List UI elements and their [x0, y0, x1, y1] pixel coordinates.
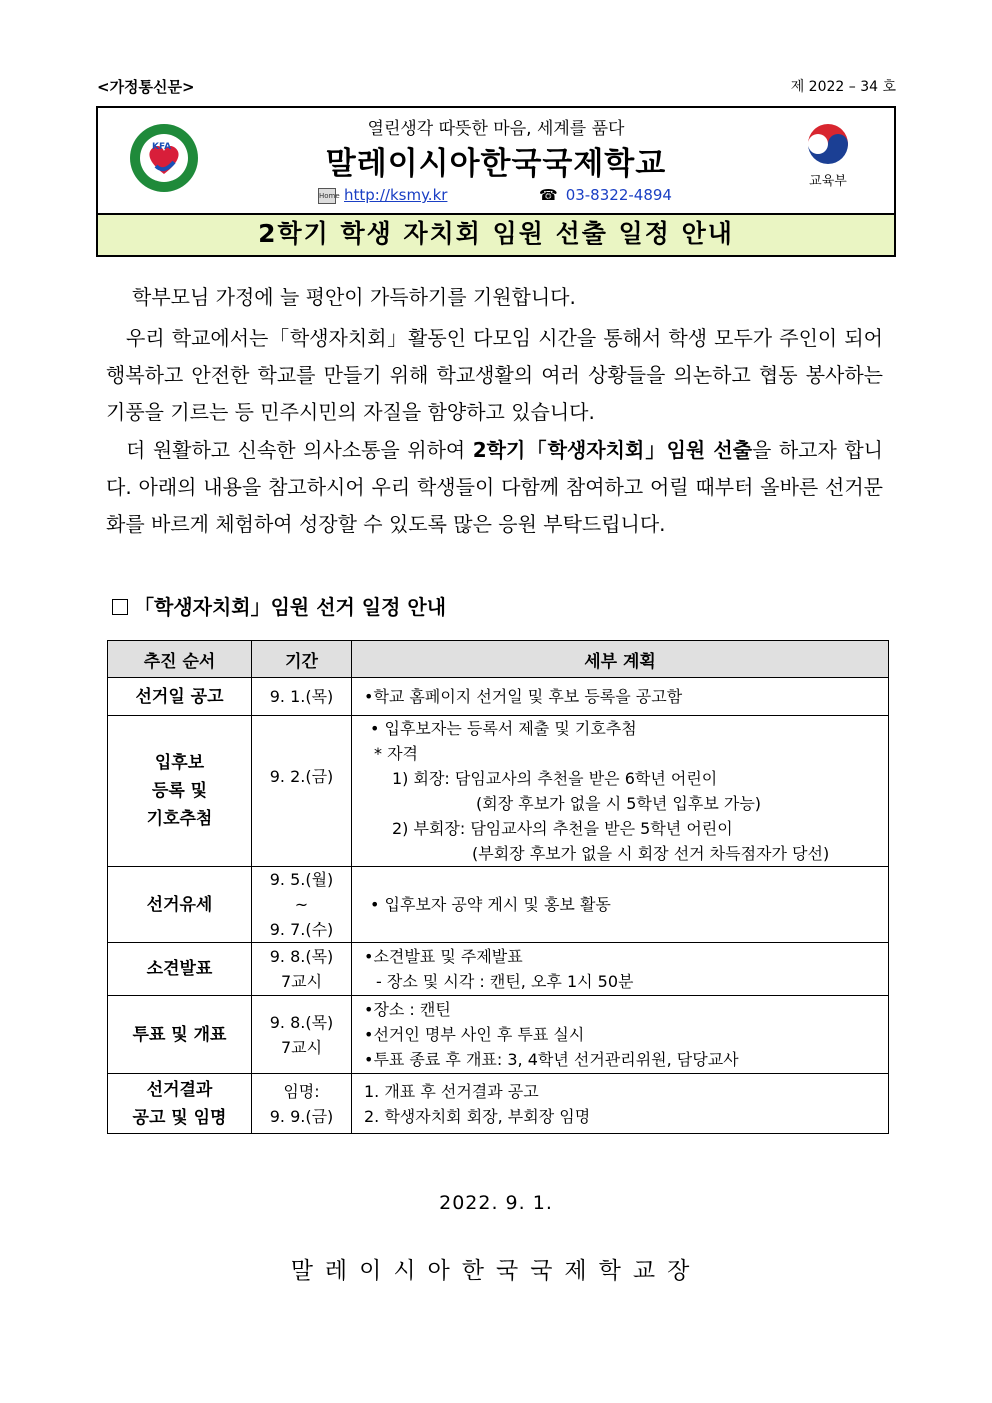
- table-row: [108, 1074, 889, 1134]
- step-line: 선거결과: [146, 1079, 213, 1100]
- detail-line: •선거인 명부 사인 후 투표 실시: [364, 1025, 585, 1044]
- detail-line: - 장소 및 시각 : 캔틴, 오후 1시 50분: [376, 972, 634, 991]
- detail-line: (부회장 후보가 없을 시 회장 선거 차득점자가 당선): [472, 844, 830, 863]
- period-line: 9. 5.(월): [269, 870, 334, 889]
- detail-line: 1. 개표 후 선거결과 공고: [364, 1081, 539, 1101]
- period-line: 9. 7.(수): [269, 920, 334, 939]
- detail-line: •투표 종료 후 개표: 3, 4학년 선거관리위원, 담당교사: [364, 1050, 739, 1069]
- ministry-logo: [802, 120, 854, 189]
- period-cell: [252, 867, 352, 943]
- step-cell: 선거유세: [108, 867, 252, 943]
- details-cell: •학교 홈페이지 선거일 및 후보 등록을 공고함: [352, 678, 889, 716]
- checkbox-icon: [112, 599, 128, 615]
- website-contact: [318, 186, 447, 204]
- table-row: [108, 943, 889, 996]
- logo-text: KFA: [152, 142, 172, 152]
- intro-paragraph: 우리 학교에서는「학생자치회」활동인 다모임 시간을 통해서 학생 모두가 주인이 되어 행복하고 안전한 학교를 만들기 위해 학교생활의 여러 상황들을 의논하고 협동 봉사하는 기풍을 기르는 등 민주시민의 자질을 함양하고 있습니다.: [106, 326, 883, 424]
- details-cell: [352, 1074, 889, 1134]
- purpose-text-bold: 2학기「학생자치회」임원 선출: [472, 438, 753, 462]
- details-cell: [352, 996, 889, 1074]
- step-line: 입후보: [154, 753, 205, 773]
- notice-title: 2학기 학생 자치회 임원 선출 일정 안내: [98, 213, 894, 255]
- letterhead: [96, 106, 896, 257]
- detail-line: 2. 학생자치회 회장, 부회장 임명: [364, 1106, 591, 1126]
- detail-line: (회장 후보가 없을 시 5학년 입후보 가능): [476, 794, 762, 813]
- table-row: [108, 716, 889, 867]
- section-title: 「학생자치회」임원 선거 일정 안내: [134, 595, 447, 619]
- step-cell: 소견발표: [108, 943, 252, 996]
- step-cell: 투표 및 개표: [108, 996, 252, 1074]
- detail-line: * 자격: [374, 744, 418, 763]
- period-line: 임명:: [283, 1081, 320, 1101]
- period-line: 9. 8.(목): [269, 1012, 334, 1032]
- school-name: 말레이시아한국국제학교: [325, 146, 667, 182]
- details-cell: [352, 716, 889, 867]
- header-details: 세부 계획: [352, 641, 889, 678]
- period-cell: [252, 943, 352, 996]
- detail-line: • 입후보자 공약 게시 및 홍보 활동: [370, 895, 611, 914]
- phone-number: 03-8322-4894: [565, 186, 672, 204]
- header-period: 기간: [252, 641, 352, 678]
- period-cell: [252, 1074, 352, 1134]
- table-row: [108, 867, 889, 943]
- phone-contact: [539, 186, 672, 204]
- step-line: 기호추첨: [146, 809, 213, 829]
- doc-number: 제 2022 – 34 호: [790, 79, 896, 95]
- details-cell: [352, 943, 889, 996]
- period-line: 9. 8.(목): [269, 947, 334, 966]
- period-cell: [252, 996, 352, 1074]
- detail-line: 2) 부회장: 담임교사의 추천을 받은 5학년 어린이: [392, 819, 733, 838]
- table-row: [108, 678, 889, 716]
- step-line: 등록 및: [151, 781, 208, 801]
- table-row: [108, 996, 889, 1074]
- phone-icon: ☎: [539, 186, 558, 204]
- period-line: 7교시: [280, 972, 323, 991]
- step-cell: [108, 716, 252, 867]
- purpose-text-c: 을 하고자 합니다. 아래의 내용을 참고하시어 우리 학생들이 다함께 참여하고 어릴 때부터 올바른 선거문화를 바르게 체험하여 성장할 수 있도록 많은 응원 부탁드립니다.: [106, 438, 883, 536]
- website-link[interactable]: http://ksmy.kr: [344, 186, 448, 204]
- letterhead-top: [98, 108, 894, 213]
- purpose-paragraph: [106, 432, 883, 543]
- greeting-paragraph: 학부모님 가정에 늘 평안이 가득하기를 기원합니다.: [132, 285, 576, 309]
- period-cell: 9. 1.(목): [252, 678, 352, 716]
- detail-line: 1) 회장: 담임교사의 추천을 받은 6학년 어린이: [392, 769, 718, 788]
- period-cell: 9. 2.(금): [252, 716, 352, 867]
- detail-line: • 입후보자는 등록서 제출 및 기호추첨: [370, 719, 637, 738]
- section-heading: [112, 591, 446, 620]
- doc-type-label: <가정통신문>: [97, 78, 195, 96]
- home-icon: Home: [318, 188, 336, 204]
- election-schedule-table: [107, 640, 889, 1134]
- issue-date: 2022. 9. 1.: [439, 1192, 553, 1214]
- period-line: ~: [294, 895, 309, 914]
- step-cell: [108, 1074, 252, 1134]
- period-line: 9. 9.(금): [269, 1106, 334, 1126]
- period-line: 7교시: [280, 1037, 323, 1057]
- school-slogan: 열린생각 따뜻한 마음, 세계를 품다: [367, 119, 625, 139]
- step-cell: 선거일 공고: [108, 678, 252, 716]
- principal-signature: 말레이시아한국국제학교장: [290, 1258, 702, 1284]
- step-line: 공고 및 임명: [132, 1107, 227, 1128]
- header-step: 추진 순서: [108, 641, 252, 678]
- table-header-row: [108, 641, 889, 678]
- detail-line: •소견발표 및 주제발표: [364, 947, 523, 966]
- detail-line: •장소 : 캔틴: [364, 1000, 451, 1019]
- ministry-name: 교육부: [809, 174, 847, 189]
- taegeuk-icon: [802, 120, 854, 166]
- purpose-text-a: 더 원활하고 신속한 의사소통을 위하여: [126, 438, 473, 462]
- details-cell: [352, 867, 889, 943]
